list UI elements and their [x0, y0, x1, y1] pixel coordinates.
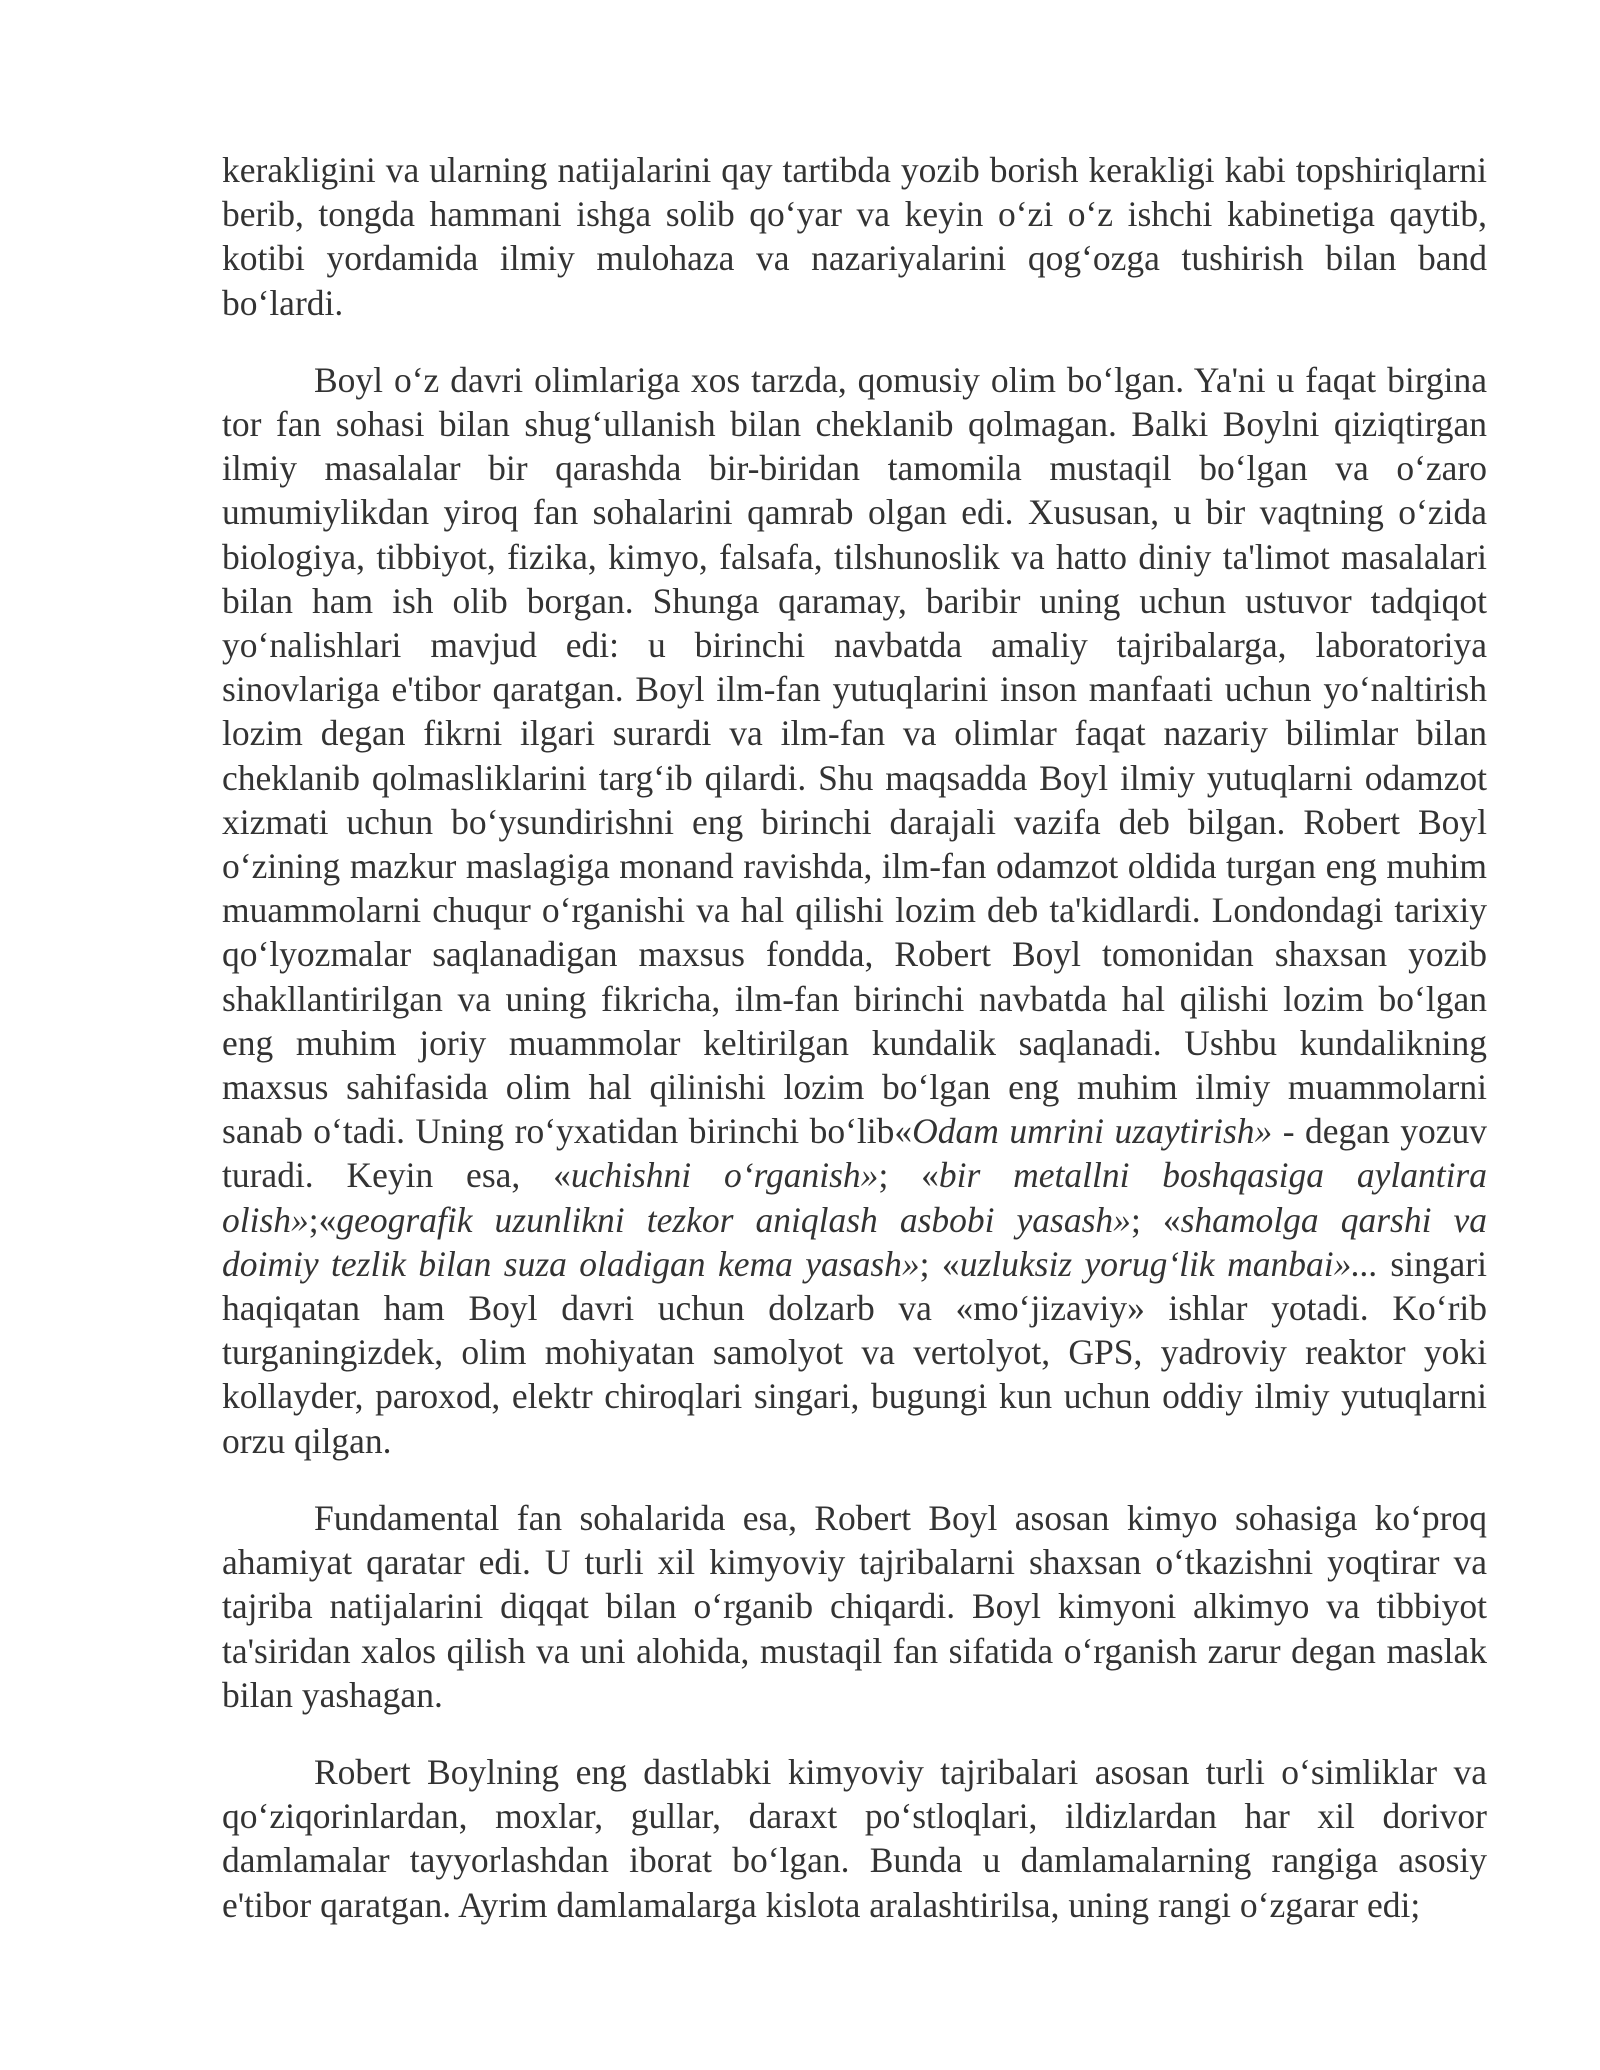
- italic-text-run: bir metallni boshqasiga aylantira olish»: [222, 1155, 1487, 1240]
- text-run: - degan yozuv turadi. Keyin esa, «: [222, 1111, 1488, 1196]
- text-run: ; «: [919, 1243, 960, 1284]
- text-run: ; «: [878, 1155, 939, 1196]
- italic-text-run: shamolga qarshi va doimiy tezlik bilan suza oladigan kema yasash»: [222, 1199, 1487, 1284]
- document-page: [222, 148, 1487, 1927]
- italic-text-run: Odam umrini uzaytirish»: [912, 1111, 1273, 1152]
- text-run: kerakligini va ularning natijalarini qay tartibda yozib borish kerakligi kabi topshiriqlarni berib, tongda hammani ishga solib qo‘yar va keyin o‘zi o‘z ishchi kabinetiga qaytib, kotibi yordamida ilmiy mulohaza va nazariyalarini qog‘ozga tushirish bilan band bo‘lardi.: [222, 150, 1487, 323]
- text-run: Boyl o‘z davri olimlariga xos tarzda, qomusiy olim bo‘lgan. Ya'ni u faqat birgina tor fan sohasi bilan shug‘ullanish bilan cheklanib qolmagan. Balki Boylni qiziqtirgan ilmiy masalalar bir qarashda bir-biridan tamomila mustaqil bo‘lgan va o‘zaro umumiylikdan yiroq fan sohalarini qamrab olgan edi. Xususan, u bir vaqtning o‘zida biologiya, tibbiyot, fizika, kimyo, falsafa, tilshunoslik va hatto diniy ta'limot masalalari bilan ham ish olib borgan. Shunga qaramay, baribir uning uchun ustuvor tadqiqot yo‘nalishlari mavjud edi: u birinchi navbatda amaliy tajribalarga, laboratoriya sinovlariga e'tibor qaratgan. Boyl ilm-fan yutuqlarini inson manfaati uchun yo‘naltirish lozim degan fikrni ilgari surardi va ilm-fan va olimlar faqat nazariy bilimlar bilan cheklanib qolmasliklarini targ‘ib qilardi. Shu maqsadda Boyl ilmiy yutuqlarni odamzot xizmati uchun bo‘ysundirishni eng birinchi darajali vazifa deb bilgan. Robert Boyl o‘zining mazkur maslagiga monand ravishda, ilm-fan odamzot oldida turgan eng muhim muammolarni chuqur o‘rganishi va hal qilishi lozim deb ta'kidlardi. Londondagi tarixiy qo‘lyozmalar saqlanadigan maxsus fondda, Robert Boyl tomonidan shaxsan yozib shakllantirilgan va uning fikricha, ilm-fan birinchi navbatda hal qilishi lozim bo‘lgan eng muhim joriy muammolar keltirilgan kundalik saqlanadi. Ushbu kundalikning maxsus sahifasida olim hal qilinishi lozim bo‘lgan eng muhim ilmiy muammolarni sanab o‘tadi. Uning ro‘yxatidan birinchi bo‘lib«: [222, 359, 1487, 1152]
- paragraph-2: [222, 358, 1487, 1463]
- paragraph-4: [222, 1750, 1487, 1927]
- italic-text-run: geografik uzunlikni tezkor aniqlash asbobi yasash»: [336, 1199, 1131, 1240]
- text-run: Fundamental fan sohalarida esa, Robert Boyl asosan kimyo sohasiga ko‘proq ahamiyat qaratar edi. U turli xil kimyoviy tajribalarni shaxsan o‘tkazishni yoqtirar va tajriba natijalarini diqqat bilan o‘rganib chiqardi. Boyl kimyoni alkimyo va tibbiyot ta'siridan xalos qilish va uni alohida, mustaqil fan sifatida o‘rganish zarur degan maslak bilan yashagan.: [222, 1497, 1487, 1715]
- italic-text-run: uzluksiz yorug‘lik manbai»...: [959, 1243, 1378, 1284]
- text-run: ; «: [1130, 1199, 1181, 1240]
- italic-text-run: uchishni o‘rganish»: [570, 1155, 879, 1196]
- text-run: singari haqiqatan ham Boyl davri uchun dolzarb va «mo‘jizaviy» ishlar yotadi. Ko‘rib turganingizdek, olim mohiyatan samolyot va vertolyot, GPS, yadroviy reaktor yoki kollayder, paroxod, elektr chiroqlari singari, bugungi kun uchun oddiy ilmiy yutuqlarni orzu qilgan.: [222, 1243, 1487, 1461]
- text-run: Robert Boylning eng dastlabki kimyoviy tajribalari asosan turli o‘simliklar va qo‘ziqorinlardan, moxlar, gullar, daraxt po‘stloqlari, ildizlardan har xil dorivor damlamalar tayyorlashdan iborat bo‘lgan. Bunda u damlamalarning rangiga asosiy e'tibor qaratgan. Ayrim damlamalarga kislota aralashtirilsa, uning rangi o‘zgarar edi;: [222, 1751, 1487, 1925]
- paragraph-3: [222, 1496, 1487, 1717]
- paragraph-1: [222, 148, 1487, 325]
- text-run: ;«: [308, 1199, 337, 1240]
